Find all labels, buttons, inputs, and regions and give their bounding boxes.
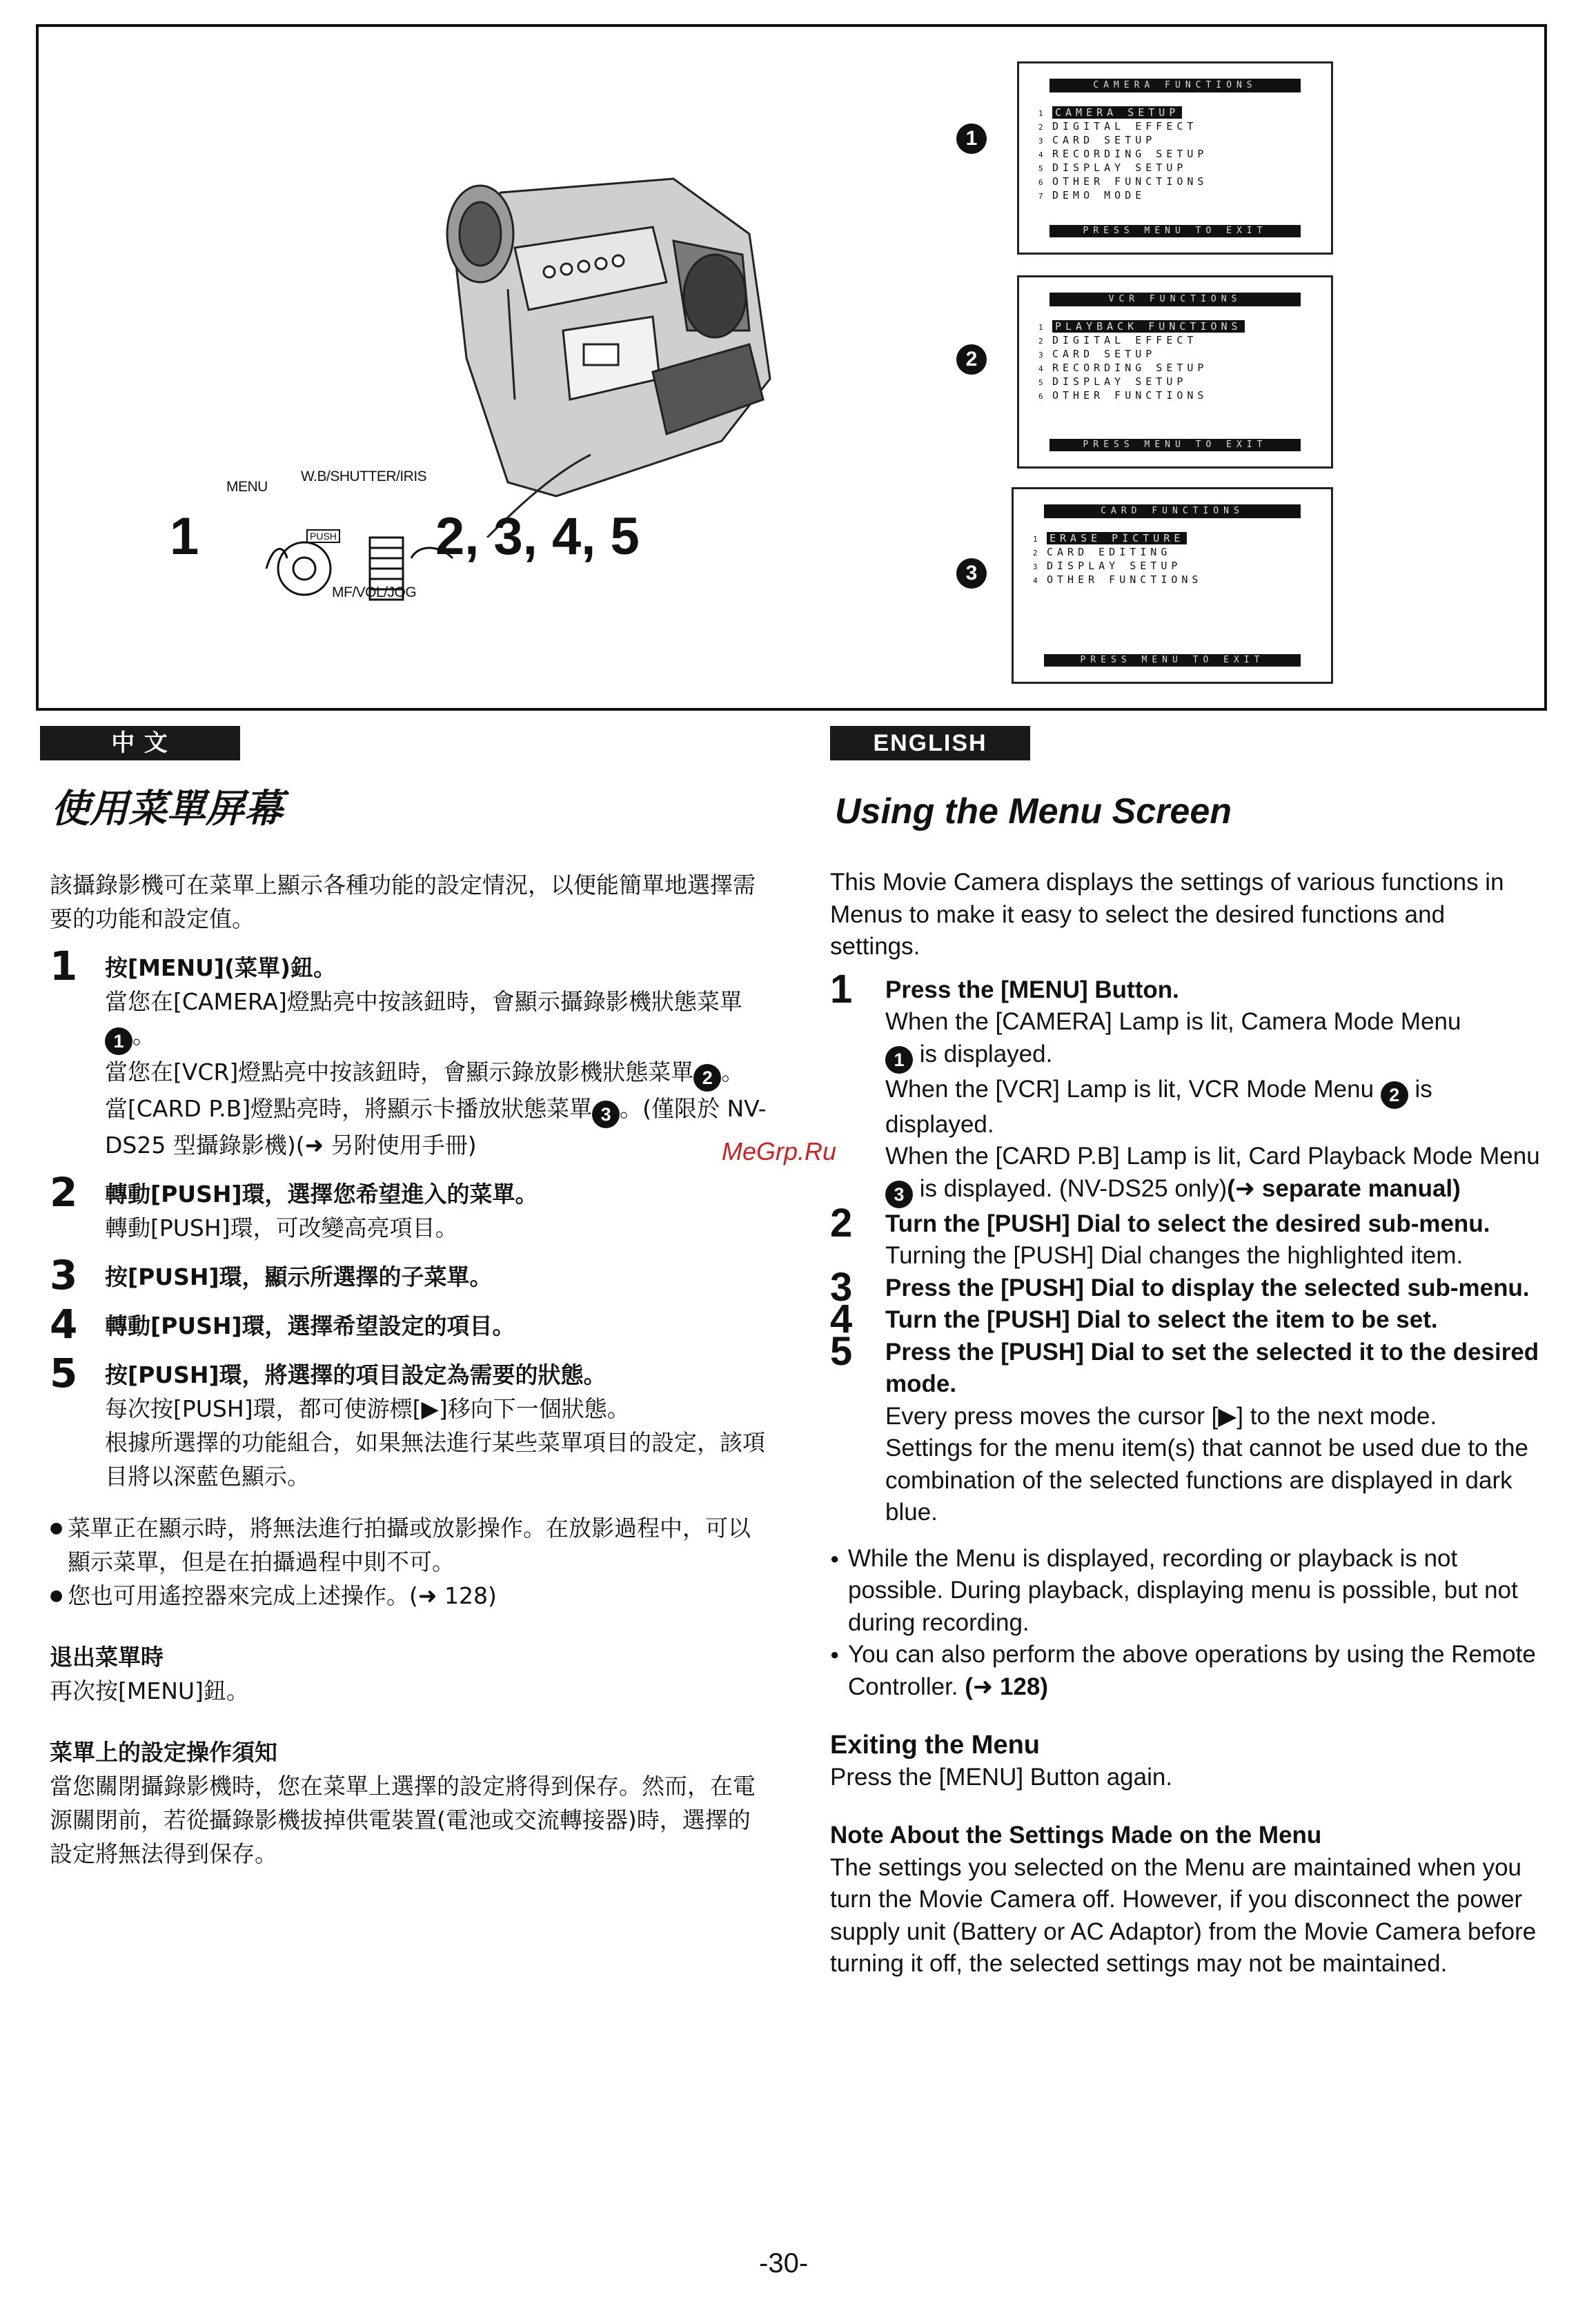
english-bullets: [830, 1543, 1541, 1704]
menu-item-label: OTHER FUNCTIONS: [1052, 175, 1208, 188]
step-heading: Turn the [PUSH] Dial to select the item to be set.: [885, 1306, 1438, 1333]
step-heading: 轉動[PUSH]環，選擇希望設定的項目。: [105, 1312, 515, 1339]
english-intro: This Movie Camera displays the settings of various functions in Menus to make it easy to select the desired functions and settings.: [830, 869, 1504, 960]
step-number: 2: [830, 1200, 853, 1245]
camcorder-illustration: [425, 151, 811, 538]
bullet-text: You can also perform the above operations by using the Remote Controller.: [848, 1641, 1536, 1700]
menu-item-number: 2: [1033, 549, 1038, 558]
step-text: 當[CARD P.B]燈點亮時，將顯示卡播放狀態菜單: [105, 1095, 593, 1122]
chinese-exit-body: 再次按[MENU]鈕。: [50, 1677, 249, 1704]
menu-item: [1038, 148, 1208, 161]
chinese-bullets: [50, 1511, 767, 1613]
illustration-frame: [36, 24, 1547, 711]
english-note-body: The settings you selected on the Menu are maintained when you turn the Movie Camera off. However, if you disconnect the power supply unit (Battery or AC Adaptor) from the Movie Camera before turning it off, the selected settings may not be maintained.: [830, 1853, 1537, 1977]
marker-3-icon: 3: [592, 1101, 620, 1128]
step-text: When the [CAMERA] Lamp is lit, Camera Mode Menu: [885, 1008, 1461, 1035]
menu-item-label: DISPLAY SETUP: [1052, 161, 1187, 174]
step-body: Every press moves the cursor [▶] to the next mode.: [885, 1402, 1437, 1430]
bullet-item: [830, 1639, 1541, 1703]
menu-label: MENU: [226, 479, 268, 495]
menu-item: [1038, 175, 1208, 189]
menu-item: [1033, 532, 1202, 546]
step-body: 根據所選擇的功能組合，如果無法進行某些菜單項目的設定，該項目將以深藍色顯示。: [105, 1429, 765, 1490]
step-number: 1: [830, 966, 853, 1012]
english-exit-heading: Exiting the Menu: [830, 1731, 1040, 1760]
wb-shutter-iris-label: W.B/SHUTTER/IRIS: [301, 469, 427, 484]
step-text: When the [CARD P.B] Lamp is lit, Card Playback Mode Menu: [885, 1143, 1540, 1170]
step-body: [885, 1006, 1541, 1074]
steps-callout: 2, 3, 4, 5: [435, 507, 640, 566]
step-body: [105, 1092, 767, 1162]
chinese-step-3: [50, 1252, 767, 1299]
menu-item-number: 2: [1038, 337, 1043, 346]
menu-item-label: RECORDING SETUP: [1052, 148, 1208, 160]
menu-item: [1033, 546, 1202, 560]
menu-item-number: 6: [1038, 178, 1043, 187]
menu-item-label: DEMO MODE: [1052, 189, 1146, 201]
step-number: 5: [830, 1328, 853, 1374]
menu-item-label: DIGITAL EFFECT: [1052, 120, 1198, 132]
step-heading: Turn the [PUSH] Dial to select the desired sub-menu.: [885, 1210, 1490, 1237]
vcr-functions-menu: [1017, 275, 1333, 469]
marker-2-icon: 2: [693, 1064, 721, 1092]
menu-item-number: 6: [1038, 392, 1043, 401]
english-note-heading: Note About the Settings Made on the Menu: [830, 1822, 1322, 1849]
menu-item: [1038, 134, 1208, 148]
chinese-intro: 該攝錄影機可在菜單上顯示各種功能的設定情況，以便能簡單地選擇需要的功能和設定值。: [50, 872, 756, 932]
chinese-title: 使用菜單屏幕: [51, 787, 283, 831]
menu-title: CARD FUNCTIONS: [1044, 504, 1301, 518]
bullet-item: ● 菜單正在顯示時，將無法進行拍攝或放影操作。在放影過程中，可以顯示菜單，但是在拍攝過程中則不可。: [50, 1511, 767, 1579]
english-step-2: [830, 1200, 1541, 1272]
marker-3-badge: 3: [956, 558, 987, 589]
chinese-step-4: [50, 1301, 767, 1348]
camera-functions-menu: [1017, 61, 1333, 255]
menu-item: [1038, 320, 1245, 334]
menu-item-list: [1033, 532, 1202, 587]
menu-exit-bar: PRESS MENU TO EXIT: [1044, 654, 1301, 667]
menu-item-number: 4: [1038, 364, 1043, 373]
chinese-column: [50, 868, 767, 1871]
english-column: [830, 867, 1541, 1980]
english-step-4: [830, 1297, 1541, 1341]
step-number: 4: [50, 1301, 78, 1348]
menu-item-label: CARD EDITING: [1047, 546, 1172, 558]
menu-exit-bar: PRESS MENU TO EXIT: [1049, 439, 1301, 451]
page-number: -30-: [759, 2248, 809, 2278]
menu-title: VCR FUNCTIONS: [1049, 293, 1301, 306]
step-number: 4: [830, 1297, 853, 1341]
step-body: 每次按[PUSH]環，都可使游標[▶]移向下一個狀態。: [105, 1395, 630, 1422]
menu-item-number: 3: [1038, 351, 1043, 360]
step-heading: 按[MENU](菜單)鈕。: [105, 954, 337, 981]
step-heading: 按[PUSH]環，將選擇的項目設定為需要的狀態。: [105, 1361, 607, 1388]
menu-item-number: 2: [1038, 123, 1043, 132]
step-heading: 轉動[PUSH]環，選擇您希望進入的菜單。: [105, 1181, 538, 1208]
step-heading: Press the [PUSH] Dial to set the selected it to the desired mode.: [885, 1338, 1539, 1397]
step-heading: 按[PUSH]環，顯示所選擇的子菜單。: [105, 1263, 493, 1290]
menu-item-number: 1: [1038, 109, 1043, 118]
page-reference: (➜ 128): [965, 1673, 1049, 1700]
english-section-tag: ENGLISH: [830, 726, 1030, 760]
step-body: Turning the [PUSH] Dial changes the highlighted item.: [885, 1242, 1463, 1269]
menu-item: [1038, 120, 1208, 134]
menu-item-label: OTHER FUNCTIONS: [1047, 573, 1203, 586]
step-one-callout: 1: [170, 507, 199, 566]
chinese-note-heading: 菜單上的設定操作須知: [50, 1739, 277, 1766]
menu-item-label: DISPLAY SETUP: [1047, 560, 1182, 572]
menu-title: CAMERA FUNCTIONS: [1049, 79, 1301, 92]
menu-item-number: 5: [1038, 164, 1043, 173]
step-text: is displayed.: [913, 1040, 1053, 1067]
menu-item-label: ERASE PICTURE: [1047, 532, 1187, 544]
card-functions-menu: [1012, 487, 1333, 684]
step-text: 當您在[VCR]燈點亮中按該鈕時，會顯示錄放影機狀態菜單: [105, 1058, 694, 1085]
mf-vol-jog-label: MF/VOL/JOG: [332, 584, 417, 600]
menu-item-number: 1: [1033, 535, 1038, 544]
menu-item-label: DIGITAL EFFECT: [1052, 334, 1198, 346]
menu-item-label: DISPLAY SETUP: [1052, 375, 1187, 388]
chinese-note-body: 當您關閉攝錄影機時，您在菜單上選擇的設定將得到保存。然而，在電源關閉前，若從攝錄影機拔掉供電裝置(電池或交流轉接器)時，選擇的設定將無法得到保存。: [50, 1773, 756, 1867]
step-text: 。: [721, 1058, 745, 1085]
step-body: [105, 985, 767, 1055]
marker-2-badge: 2: [956, 344, 987, 375]
bullet-item: ● While the Menu is displayed, recording or playback is not possible. During playback, displaying menu is possible, but not during recording.: [830, 1543, 1541, 1639]
menu-item-number: 5: [1038, 378, 1043, 387]
menu-item: [1038, 334, 1245, 348]
bullet-item: ● 您也可用遙控器來完成上述操作。(➜ 128): [50, 1579, 767, 1613]
step-number: 1: [50, 943, 78, 989]
step-number: 2: [50, 1169, 78, 1216]
step-text: When the [VCR] Lamp is lit, VCR Mode Menu: [885, 1075, 1381, 1103]
step-text: 。: [132, 1022, 155, 1049]
step-number: 5: [50, 1350, 78, 1397]
menu-item: [1038, 362, 1245, 375]
step-heading: Press the [PUSH] Dial to display the selected sub-menu.: [885, 1274, 1530, 1301]
marker-1-badge: 1: [956, 124, 987, 154]
menu-item: [1038, 389, 1245, 403]
menu-item: [1038, 375, 1245, 389]
menu-item: [1038, 161, 1208, 175]
step-number: 3: [50, 1252, 78, 1299]
english-step-1: [830, 966, 1541, 1208]
watermark: MeGrp.Ru: [722, 1137, 837, 1165]
menu-item-list: [1038, 106, 1208, 203]
menu-item-label: RECORDING SETUP: [1052, 362, 1208, 374]
menu-item: [1033, 573, 1202, 587]
marker-1-icon: 1: [105, 1027, 132, 1055]
step-number: 3: [830, 1264, 853, 1310]
marker-2-icon: 2: [1381, 1081, 1408, 1109]
step-heading: Press the [MENU] Button.: [885, 976, 1179, 1003]
menu-item: [1033, 560, 1202, 573]
step-text: 。(僅限於 NV-DS25 型攝錄影機)(➜ 另附使用手冊): [105, 1095, 767, 1159]
step-body: [105, 1055, 767, 1092]
english-exit-body: Press the [MENU] Button again.: [830, 1763, 1173, 1791]
chinese-exit-heading: 退出菜單時: [50, 1644, 164, 1671]
english-step-5: [830, 1328, 1541, 1529]
menu-item-number: 4: [1033, 576, 1038, 585]
menu-item-label: CAMERA SETUP: [1052, 106, 1182, 119]
chinese-step-2: [50, 1169, 767, 1245]
english-title: Using the Menu Screen: [835, 791, 1232, 831]
menu-item-label: CARD SETUP: [1052, 134, 1156, 146]
menu-item-list: [1038, 320, 1245, 403]
menu-item-label: PLAYBACK FUNCTIONS: [1052, 320, 1245, 333]
menu-item: [1038, 106, 1208, 120]
menu-item-number: 3: [1033, 562, 1038, 571]
step-body: 轉動[PUSH]環，可改變高亮項目。: [105, 1214, 458, 1241]
menu-item-number: 4: [1038, 150, 1043, 159]
chinese-step-1: [50, 943, 767, 1162]
menu-item: [1038, 189, 1208, 203]
step-body: [885, 1141, 1541, 1208]
step-text: is displayed. (NV-DS25 only): [913, 1174, 1228, 1202]
menu-item-number: 7: [1038, 192, 1043, 201]
marker-3-icon: 3: [885, 1181, 913, 1208]
chinese-step-5: [50, 1350, 767, 1493]
step-body: Settings for the menu item(s) that cannot be used due to the combination of the selected functions are displayed in dark blue.: [885, 1435, 1528, 1526]
menu-item: [1038, 348, 1245, 362]
push-label: PUSH: [306, 529, 340, 543]
menu-item-label: OTHER FUNCTIONS: [1052, 389, 1208, 402]
menu-item-number: 1: [1038, 323, 1043, 332]
menu-item-label: CARD SETUP: [1052, 348, 1156, 360]
chinese-section-tag: 中 文: [40, 726, 240, 760]
step-text: 當您在[CAMERA]燈點亮中按該鈕時，會顯示攝錄影機狀態菜單: [105, 988, 742, 1015]
manual-reference: (➜ separate manual): [1227, 1174, 1461, 1202]
menu-exit-bar: PRESS MENU TO EXIT: [1049, 225, 1301, 237]
step-text: is displayed.: [885, 1075, 1432, 1138]
marker-1-icon: 1: [885, 1046, 913, 1074]
menu-item-number: 3: [1038, 137, 1043, 146]
step-body: [885, 1074, 1541, 1141]
english-step-3: [830, 1264, 1541, 1310]
